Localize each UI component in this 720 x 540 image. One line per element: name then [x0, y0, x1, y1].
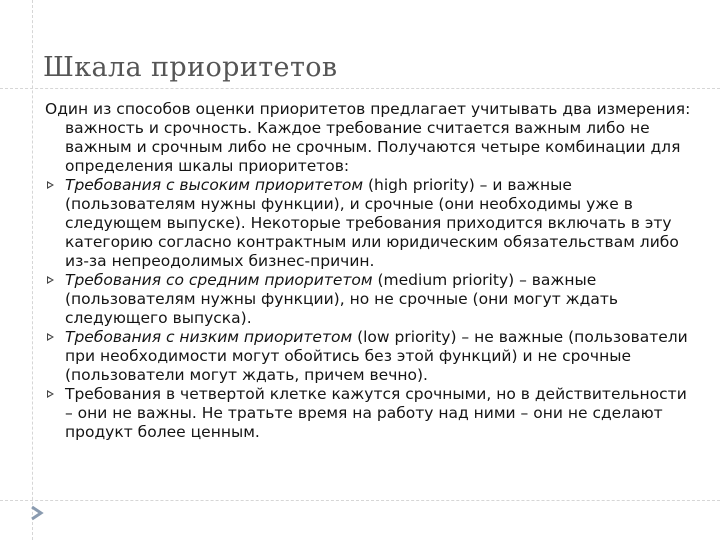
bullet-fourth-cell [45, 385, 693, 442]
next-slide-arrow-icon[interactable] [30, 505, 50, 521]
bullet-lead: Требования со средним приоритетом [65, 271, 373, 289]
bullet-list [45, 176, 693, 442]
slide-body [45, 100, 693, 442]
bullet-high-priority [45, 176, 693, 271]
bullet-lead: Требования с низким приоритетом [65, 328, 353, 346]
bullet-medium-priority [45, 271, 693, 328]
guide-line-footer [0, 500, 720, 501]
intro-paragraph: Один из способов оценки приоритетов предлагает учитывать два измерения: важность и срочность. Каждое требование считается важным либо не важным и срочным либо не срочным. Получаются четыре комбинации для определения шкалы приоритетов: [45, 100, 691, 175]
bullet-low-priority [45, 328, 693, 385]
bullet-lead: Требования с высоким приоритетом [65, 176, 364, 194]
bullet-text: (low priority) – не важные (пользователи при необходимости могут обойтись без этой функций) и не срочные (пользователи могут ждать, причем вечно). [65, 328, 688, 384]
triangle-right-icon [47, 276, 54, 284]
bullet-text: Требования в четвертой клетке кажутся срочными, но в действительности – они не важны. Не тратьте время на работу над ними – они не сделают продукт более ценным. [65, 385, 687, 441]
triangle-right-icon [47, 181, 54, 189]
bullet-text: (medium priority) – важные (пользователям нужны функции), но не срочные (они могут ждать следующего выпуска). [65, 271, 619, 327]
slide-title: Шкала приоритетов [43, 52, 338, 83]
guide-line-vertical [32, 0, 33, 540]
triangle-right-icon [47, 390, 54, 398]
triangle-right-icon [47, 333, 54, 341]
guide-line-title [0, 88, 720, 89]
bullet-text: (high priority) – и важные (пользователям нужны функции), и срочные (они необходимы уже в следующем выпуске). Некоторые требования приходится включать в эту категорию согласно контрактным или юридическим обязательствам либо из-за непреодолимых бизнес-причин. [65, 176, 679, 270]
